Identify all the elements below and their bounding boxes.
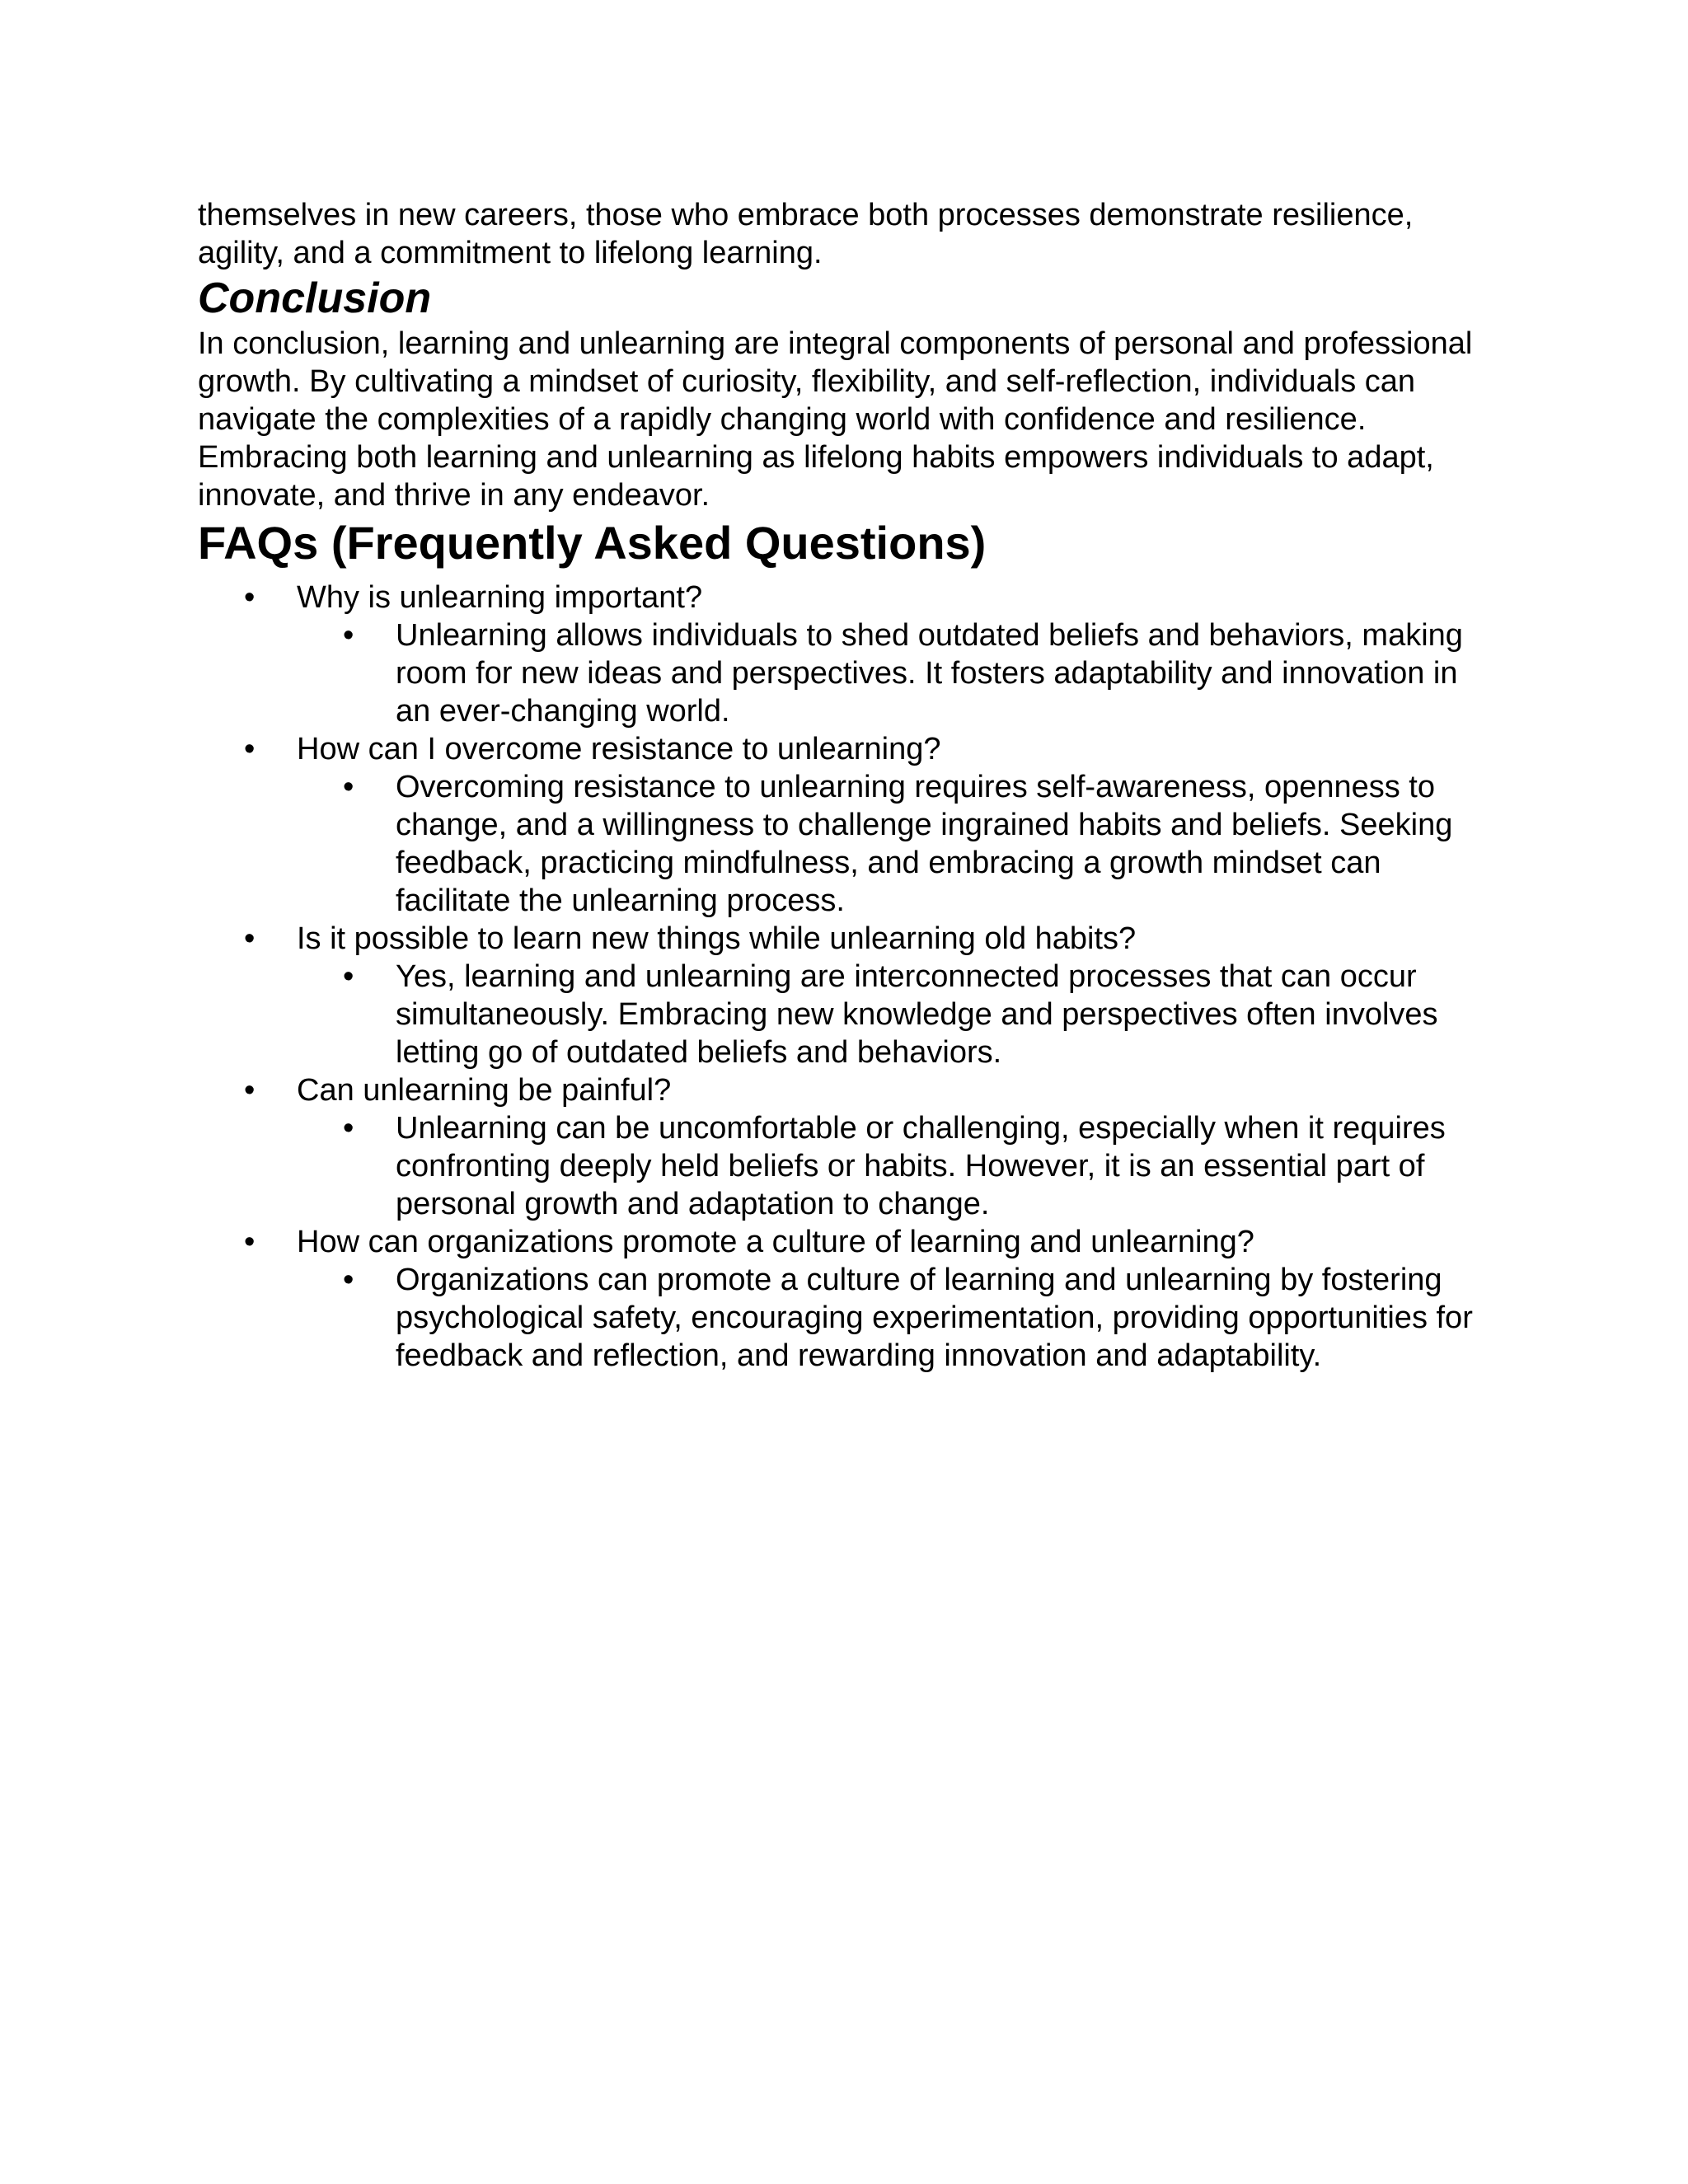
document-page bbox=[198, 196, 1500, 1375]
bullet-icon: • bbox=[343, 770, 354, 804]
faq-item bbox=[198, 920, 1500, 1071]
bullet-icon: • bbox=[244, 921, 256, 956]
faq-item bbox=[198, 1071, 1500, 1223]
faq-question: How can organizations promote a culture of learning and unlearning? bbox=[297, 1225, 1254, 1259]
answer-list bbox=[297, 768, 1500, 920]
bullet-icon: • bbox=[343, 1263, 354, 1297]
intro-paragraph: themselves in new careers, those who embrace both processes demonstrate resilience, agility, and a commitment to lifelong learning. bbox=[198, 198, 1414, 270]
faq-question: How can I overcome resistance to unlearning? bbox=[297, 732, 941, 766]
faq-answer: Organizations can promote a culture of learning and unlearning by fostering psychological safety, encouraging experimentation, providing opportunities for feedback and reflection, and rewarding innovation and adaptability. bbox=[396, 1263, 1473, 1373]
faq-answer-item bbox=[297, 1109, 1500, 1223]
faq-heading: FAQs (Frequently Asked Questions) bbox=[198, 517, 987, 569]
bullet-icon: • bbox=[244, 1073, 256, 1108]
faq-item bbox=[198, 1223, 1500, 1375]
faq-answer-item bbox=[297, 616, 1500, 730]
bullet-icon: • bbox=[343, 959, 354, 994]
answer-list bbox=[297, 1109, 1500, 1223]
bullet-icon: • bbox=[244, 580, 256, 615]
faq-answer-item bbox=[297, 1261, 1500, 1375]
bullet-icon: • bbox=[244, 732, 256, 766]
faq-question: Is it possible to learn new things while unlearning old habits? bbox=[297, 921, 1137, 956]
faq-answer-item bbox=[297, 958, 1500, 1071]
bullet-icon: • bbox=[244, 1225, 256, 1259]
faq-question: Can unlearning be painful? bbox=[297, 1073, 672, 1108]
faq-item bbox=[198, 579, 1500, 730]
answer-list bbox=[297, 958, 1500, 1071]
conclusion-paragraph: In conclusion, learning and unlearning are integral components of personal and professional growth. By cultivating a mindset of curiosity, flexibility, and self-reflection, individuals can navigate the complexities of a rapidly changing world with confidence and resilience. Embracing both learning and unlearning as lifelong habits empowers individuals to adapt, innovate, and thrive in any endeavor. bbox=[198, 326, 1473, 513]
answer-list bbox=[297, 1261, 1500, 1375]
faq-question: Why is unlearning important? bbox=[297, 580, 703, 615]
conclusion-heading: Conclusion bbox=[198, 274, 432, 322]
bullet-icon: • bbox=[343, 1111, 354, 1146]
faq-answer: Overcoming resistance to unlearning requires self-awareness, openness to change, and a willingness to challenge ingrained habits and beliefs. Seeking feedback, practicing mindfulness, and embracing a growth mindset can facilitate the unlearning process. bbox=[396, 770, 1453, 918]
faq-item bbox=[198, 730, 1500, 920]
faq-answer: Yes, learning and unlearning are interconnected processes that can occur simultaneously. Embracing new knowledge and perspectives often involves letting go of outdated beliefs and behaviors. bbox=[396, 959, 1438, 1070]
faq-answer: Unlearning can be uncomfortable or challenging, especially when it requires confronting deeply held beliefs or habits. However, it is an essential part of personal growth and adaptation to change. bbox=[396, 1111, 1446, 1221]
faq-list bbox=[198, 579, 1500, 1375]
answer-list bbox=[297, 616, 1500, 730]
faq-answer: Unlearning allows individuals to shed outdated beliefs and behaviors, making room for new ideas and perspectives. It fosters adaptability and innovation in an ever-changing world. bbox=[396, 618, 1463, 729]
faq-answer-item bbox=[297, 768, 1500, 920]
bullet-icon: • bbox=[343, 618, 354, 653]
